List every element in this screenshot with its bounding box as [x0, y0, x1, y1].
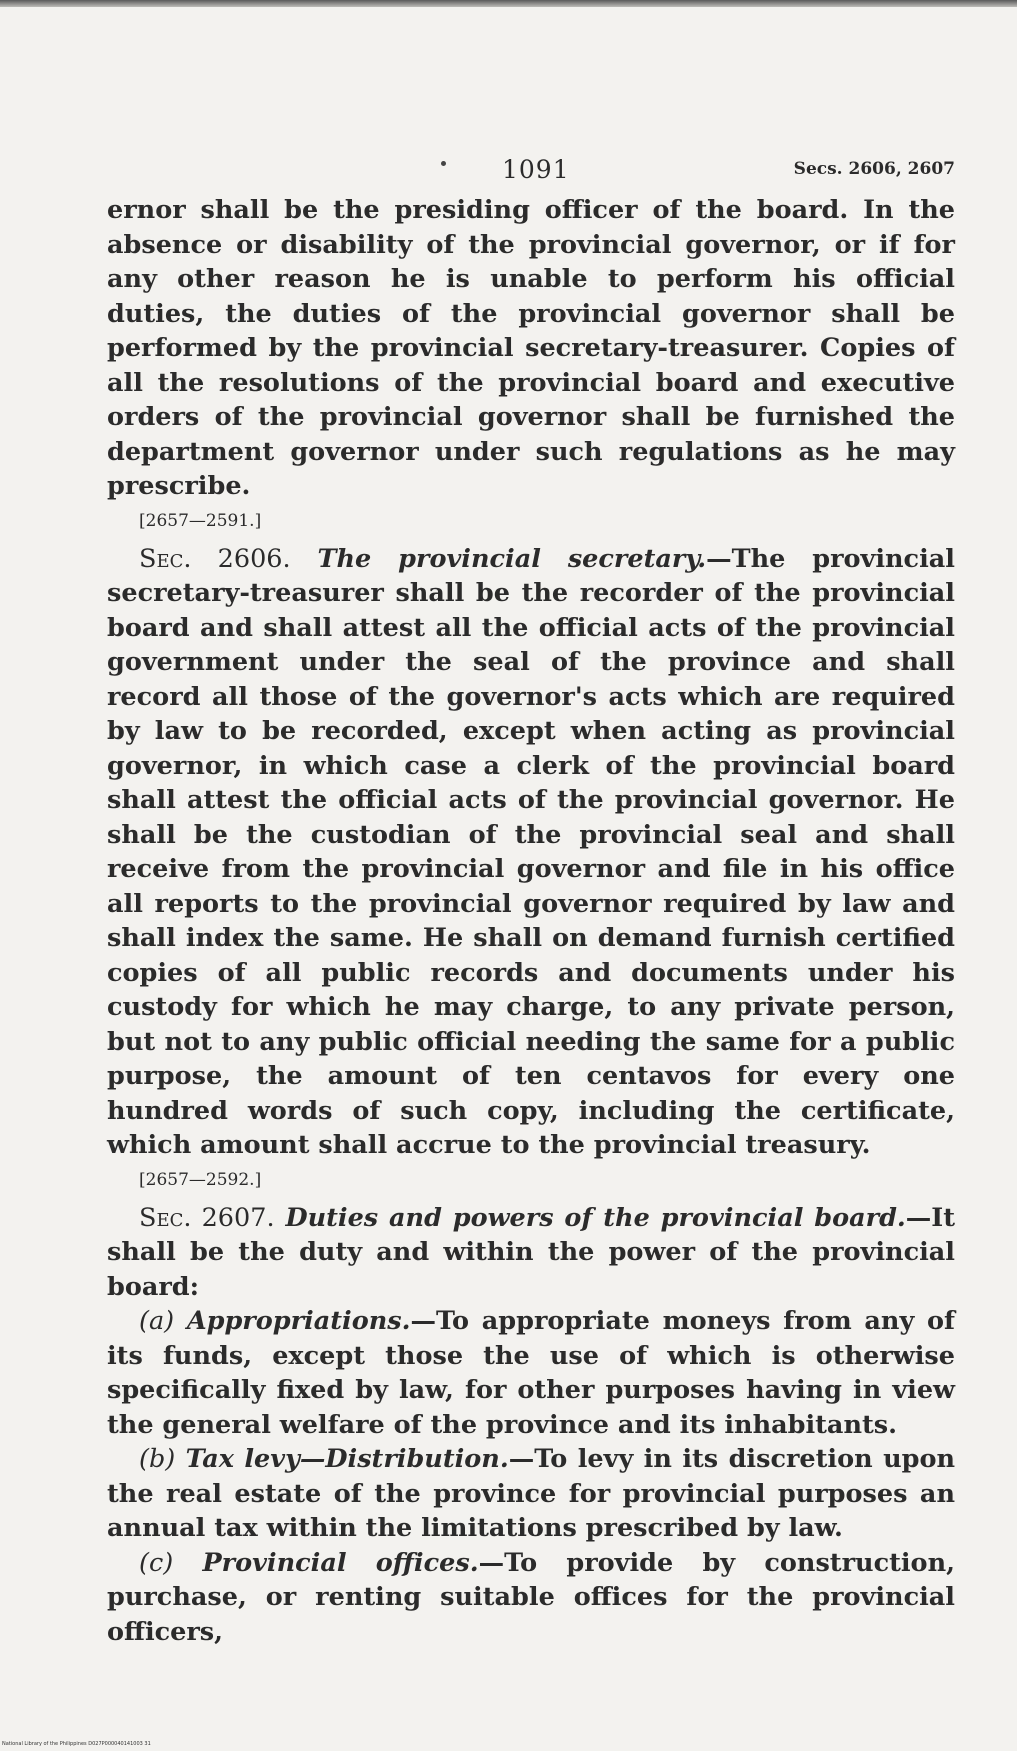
- scan-top-edge: [0, 0, 1017, 7]
- section-title: Duties and powers of the provincial board.: [285, 1202, 906, 1233]
- section-number: Sec. 2606.: [139, 543, 291, 574]
- clause-text: —To provide by construction, purchase, or renting suitable offices for the provincial officers,: [107, 1547, 955, 1647]
- page-header: [107, 155, 955, 189]
- citation: [2657—2592.]: [139, 1169, 262, 1190]
- clause-text: —To levy in its discretion upon the real estate of the province for provincial purposes an annual tax within the limitations prescribed by law.: [107, 1444, 955, 1543]
- page-number: 1091: [502, 155, 570, 184]
- clause-label: (c): [139, 1547, 174, 1578]
- sections-reference: Secs. 2606, 2607: [793, 159, 955, 179]
- document-page: [107, 155, 955, 1649]
- clause-a: [107, 1304, 955, 1442]
- section-text: —The provincial secretary-treasurer shall be the recorder of the provincial board and shall attest all the official acts of the provincial government under the seal of the province and shall record all those of the governor's acts which are required by law to be recorded, except when acting as provincial governor, in which case a clerk of the provincial board shall attest the official acts of the provincial governor. He shall be the custodian of the provincial seal and shall receive from the provincial governor and file in his office all reports to the provincial governor required by law and shall index the same. He shall on demand furnish certified copies of all public records and documents under his custody for which he may charge, to any private person, but not to any public official needing the same for a public purpose, the amount of ten centavos for every one hundred words of such copy, including the certificate, which amount shall accrue to the provincial treasury.: [107, 543, 955, 1160]
- section-number: Sec. 2607.: [139, 1202, 275, 1233]
- clause-text: —To appropriate moneys from any of its funds, except those the use of which is otherwise specifically fixed by law, for other purposes having in view the general welfare of the province and its inhabitants.: [107, 1306, 955, 1440]
- clause-label: (a): [139, 1306, 175, 1336]
- section-title: The provincial secretary.: [317, 543, 707, 574]
- clause-title: Appropriations.: [186, 1306, 411, 1336]
- clause-label: (b): [139, 1444, 176, 1474]
- clause-title: Provincial offices.: [202, 1547, 479, 1578]
- citation: [2657—2591.]: [139, 510, 262, 531]
- section-text: —It shall be the duty and within the power of the provincial board:: [107, 1202, 955, 1302]
- section-2607: [107, 1201, 955, 1305]
- clause-c: [107, 1546, 955, 1650]
- header-dot: [441, 161, 446, 166]
- paragraph-continuation: ernor shall be the presiding officer of the board. In the absence or disability of the provincial governor, or if for any other reason he is unable to perform his official duties, the duties of the provincial governor shall be performed by the provincial secretary-treasurer. Copies of all the resolutions of the provincial board and executive orders of the provincial governor shall be furnished the department governor under such regulations as he may prescribe.: [107, 195, 955, 501]
- clause-title: Tax levy—Distribution.: [185, 1444, 509, 1474]
- scan-footer: National Library of the Philippines D027P000040141003 31: [2, 1741, 151, 1747]
- section-2606: [107, 542, 955, 1163]
- clause-b: [107, 1442, 955, 1546]
- body-text: [107, 193, 955, 1649]
